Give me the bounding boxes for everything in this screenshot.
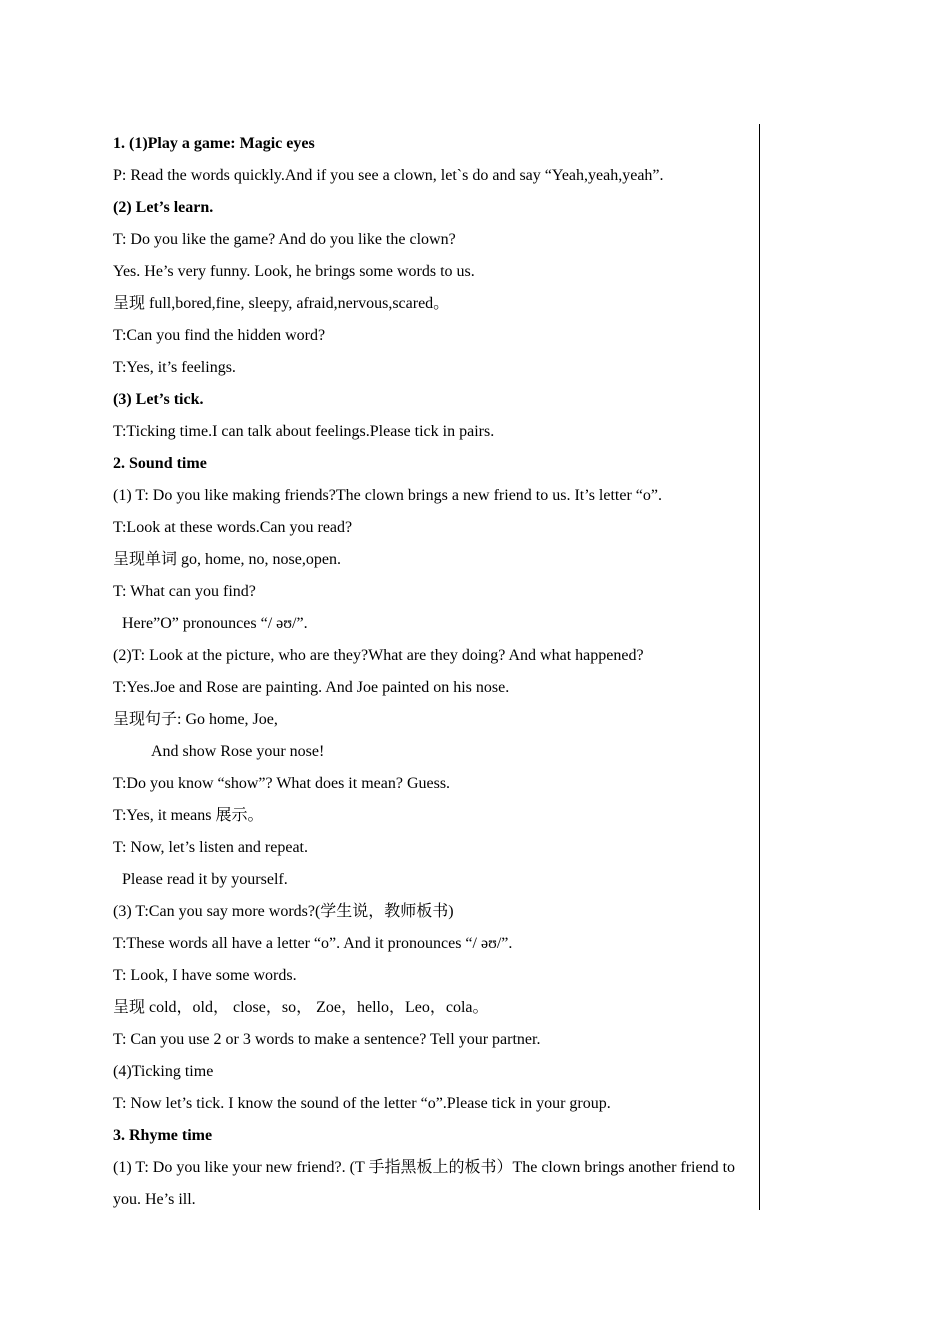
paragraph-line: 呈现 full,bored,fine, sleepy, afraid,nervous,scared。 xyxy=(113,295,450,312)
paragraph-line: T:Ticking time.I can talk about feelings.Please tick in pairs. xyxy=(113,423,495,440)
paragraph-line: T: Now, let’s listen and repeat. xyxy=(113,839,308,856)
paragraph-line: (2)T: Look at the picture, who are they?What are they doing? And what happened? xyxy=(113,647,644,664)
paragraph-line: T: Now let’s tick. I know the sound of the letter “o”.Please tick in your group. xyxy=(113,1095,611,1112)
paragraph-line: T:Can you find the hidden word? xyxy=(113,327,326,344)
paragraph-line: T: Can you use 2 or 3 words to make a sentence? Tell your partner. xyxy=(113,1031,541,1048)
paragraph-line: T: Do you like the game? And do you like the clown? xyxy=(113,231,456,248)
heading-rhyme-time: 3. Rhyme time xyxy=(113,1127,213,1144)
paragraph-line: T:Yes, it’s feelings. xyxy=(113,359,236,376)
paragraph-line: T:These words all have a letter “o”. And it pronounces “/ əʊ/”. xyxy=(113,935,513,952)
paragraph-line: T:Do you know “show”? What does it mean? Guess. xyxy=(113,775,451,792)
lesson-text xyxy=(113,128,753,1216)
heading-magic-eyes: 1. (1)Play a game: Magic eyes xyxy=(113,135,315,152)
right-table-border xyxy=(759,124,760,1210)
paragraph-line: Here”O” pronounces “/ əʊ/”. xyxy=(122,615,308,632)
paragraph-line: Yes. He’s very funny. Look, he brings some words to us. xyxy=(113,263,475,280)
heading-sound-time: 2. Sound time xyxy=(113,455,207,472)
paragraph-line: T: What can you find? xyxy=(113,583,256,600)
paragraph-line: T:Yes, it means 展示。 xyxy=(113,807,264,824)
paragraph-line: 呈现 cold，old， close，so， Zoe，hello，Leo，cola。 xyxy=(113,999,489,1016)
paragraph-line: (4)Ticking time xyxy=(113,1063,214,1080)
paragraph-line: (1) T: Do you like making friends?The clown brings a new friend to us. It’s letter “o”. xyxy=(113,487,662,504)
paragraph-line: (3) T:Can you say more words?(学生说，教师板书) xyxy=(113,903,454,920)
paragraph-line: And show Rose your nose! xyxy=(151,743,325,760)
paragraph-line: P: Read the words quickly.And if you see a clown, let`s do and say “Yeah,yeah,yeah”. xyxy=(113,167,664,184)
paragraph-line: 呈现单词 go, home, no, nose,open. xyxy=(113,551,341,568)
paragraph-line: T:Yes.Joe and Rose are painting. And Joe painted on his nose. xyxy=(113,679,510,696)
heading-lets-tick: (3) Let’s tick. xyxy=(113,391,204,408)
paragraph-line: Please read it by yourself. xyxy=(122,871,288,888)
heading-lets-learn: (2) Let’s learn. xyxy=(113,199,214,216)
paragraph-line: T: Look, I have some words. xyxy=(113,967,297,984)
paragraph-line: (1) T: Do you like your new friend?. (T 手指黑板上的板书）The clown brings another friend to you. He’s ill. xyxy=(113,1159,736,1208)
paragraph-line: T:Look at these words.Can you read? xyxy=(113,519,353,536)
paragraph-line: 呈现句子: Go home, Joe, xyxy=(113,711,278,728)
